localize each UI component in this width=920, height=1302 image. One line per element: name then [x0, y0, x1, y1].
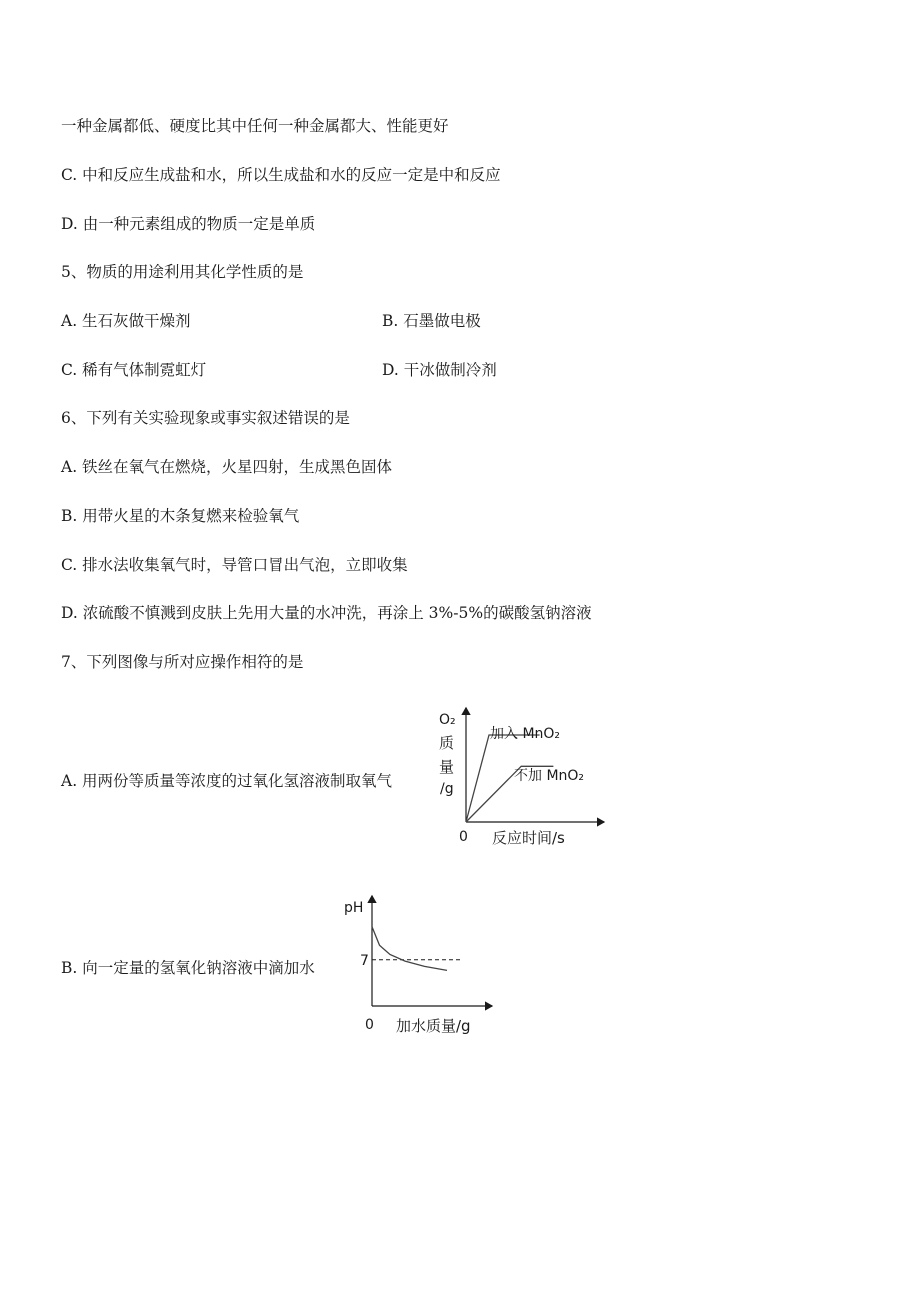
q5-option-c: C. 稀有气体制霓虹灯 [61, 361, 207, 379]
oxygen-chart [430, 700, 610, 855]
x-axis-label: 反应时间/s [492, 829, 565, 847]
y-label-o2: O₂ [439, 712, 456, 728]
question-7: 7、下列图像与所对应操作相符的是 [61, 653, 304, 671]
option-c: C. 中和反应生成盐和水，所以生成盐和水的反应一定是中和反应 [61, 166, 501, 184]
ph-curve [372, 927, 447, 971]
option-d: D. 由一种元素组成的物质一定是单质 [61, 215, 316, 233]
q6-option-b: B. 用带火星的木条复燃来检验氧气 [61, 507, 300, 525]
label-without-mno2: 不加 MnO₂ [514, 768, 585, 784]
ph-7-label: 7 [360, 952, 369, 969]
q5-option-b: B. 石墨做电极 [382, 312, 481, 330]
y-label-liang: 量 [439, 758, 455, 776]
q5-option-d: D. 干冰做制冷剂 [382, 361, 497, 379]
y-axis-label: pH [344, 900, 364, 916]
q6-option-d: D. 浓硫酸不慎溅到皮肤上先用大量的水冲洗，再涂上 3%-5%的碳酸氢钠溶液 [61, 604, 592, 622]
q7-option-a: A. 用两份等质量等浓度的过氧化氢溶液制取氧气 [61, 772, 393, 790]
ph-chart [340, 890, 500, 1040]
y-label-unit: /g [440, 781, 454, 797]
origin-label: 0 [459, 829, 468, 845]
q6-option-a: A. 铁丝在氧气在燃烧，火星四射，生成黑色固体 [61, 458, 393, 476]
question-5: 5、物质的用途利用其化学性质的是 [61, 263, 304, 281]
y-label-zhi: 质 [439, 734, 455, 752]
q7-option-b: B. 向一定量的氢氧化钠溶液中滴加水 [61, 959, 315, 977]
question-6: 6、下列有关实验现象或事实叙述错误的是 [61, 409, 350, 427]
origin-label: 0 [365, 1017, 374, 1033]
q5-option-a: A. 生石灰做干燥剂 [61, 312, 191, 330]
x-axis-label: 加水质量/g [396, 1017, 471, 1035]
label-with-mno2: 加入 MnO₂ [490, 726, 561, 742]
q6-option-c: C. 排水法收集氧气时，导管口冒出气泡，立即收集 [61, 556, 408, 574]
text-line: 一种金属都低、硬度比其中任何一种金属都大、性能更好 [61, 117, 449, 135]
